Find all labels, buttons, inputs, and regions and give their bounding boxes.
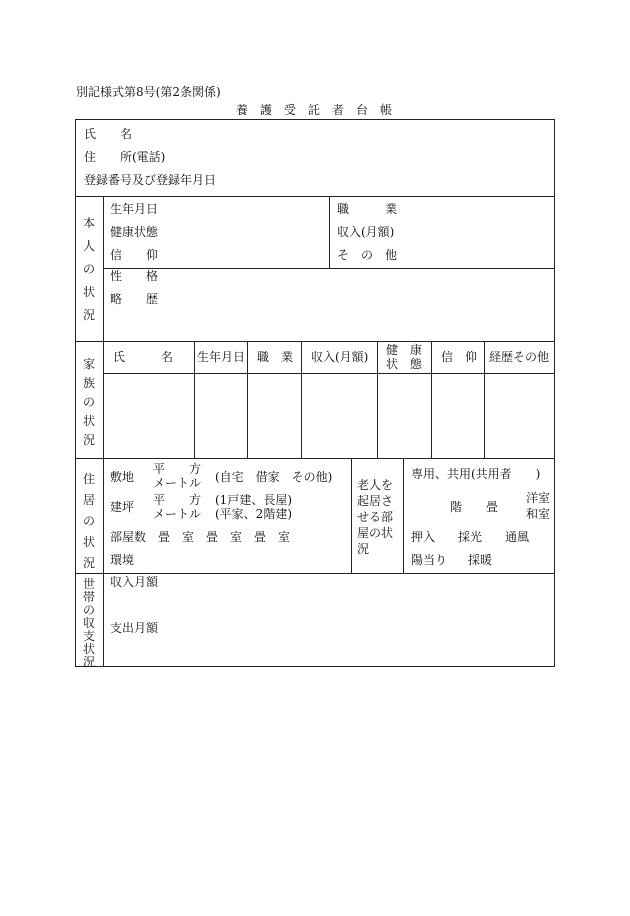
address-label: 住 所(電話) (84, 150, 166, 164)
heating-label: 採暖 (468, 553, 493, 567)
religion-label: 信 仰 (110, 248, 159, 262)
site-label: 敷地 (110, 470, 135, 484)
person-section-label: 本人の状況 (82, 216, 95, 322)
floor-unit: 平 方 メートル (153, 493, 202, 521)
divider (103, 373, 555, 374)
exclusive-label: 専用、共用(共用者 ) (411, 467, 541, 481)
floor-label: 建坪 (110, 500, 135, 514)
ventilation-label: 通風 (505, 530, 530, 544)
income-label: 収入(月額) (337, 225, 395, 239)
family-header-birth: 生年月日 (197, 350, 246, 364)
rooms-label: 部屋数 畳 室 畳 室 畳 室 (110, 530, 291, 544)
elderly-room-label: 老人を起居させる部屋の状況 (357, 478, 394, 556)
divider (75, 573, 555, 574)
sunlight-label: 陽当り (411, 553, 448, 567)
closet-label: 押入 (411, 530, 436, 544)
floor-mat-label: 階 畳 (450, 500, 499, 514)
divider (75, 196, 555, 197)
history-label: 略 歴 (110, 292, 159, 306)
divider (431, 341, 432, 458)
occupation-label: 職 業 (337, 202, 398, 216)
family-header-name: 氏 名 (113, 350, 174, 364)
site-unit: 平 方 メートル (153, 462, 202, 490)
income-monthly-label: 収入月額 (110, 575, 159, 589)
registration-label: 登録番号及び登録年月日 (84, 173, 217, 187)
environment-label: 環境 (110, 553, 135, 567)
lighting-label: 採光 (458, 530, 483, 544)
family-header-occupation: 職 業 (257, 350, 294, 364)
divider (103, 196, 104, 667)
floor-options: (1戸建、長屋) (平家、2階建) (215, 493, 292, 521)
form-number: 別記様式第8号(第2条関係) (76, 85, 221, 99)
divider (403, 458, 404, 573)
divider (329, 196, 330, 268)
divider (301, 341, 302, 458)
western-room-label: 洋室 (526, 491, 551, 505)
japanese-room-label: 和室 (526, 507, 551, 521)
divider (103, 268, 555, 269)
family-header-health: 健 康 状 態 (386, 343, 423, 371)
other-label: そ の 他 (337, 248, 398, 262)
divider (75, 458, 555, 459)
housing-section-label: 住居の状況 (82, 472, 95, 570)
family-section-label: 家族の状況 (82, 357, 95, 447)
divider (75, 341, 555, 342)
character-label: 性 格 (110, 269, 159, 283)
finance-section-label: 世帯の収支状況 (82, 577, 95, 669)
birth-label: 生年月日 (110, 202, 159, 216)
family-header-income: 収入(月額) (311, 350, 369, 364)
name-label: 氏 名 (84, 127, 133, 141)
divider (247, 341, 248, 458)
divider (351, 458, 352, 573)
expense-monthly-label: 支出月額 (110, 621, 159, 635)
family-header-religion: 信 仰 (441, 350, 478, 364)
site-options: (自宅 借家 その他) (215, 470, 333, 484)
divider (377, 341, 378, 458)
family-header-history: 経歴その他 (489, 350, 550, 364)
divider (484, 341, 485, 458)
divider (194, 341, 195, 458)
health-label: 健康状態 (110, 225, 159, 239)
page-title: 養 護 受 託 者 台 帳 (236, 103, 393, 117)
